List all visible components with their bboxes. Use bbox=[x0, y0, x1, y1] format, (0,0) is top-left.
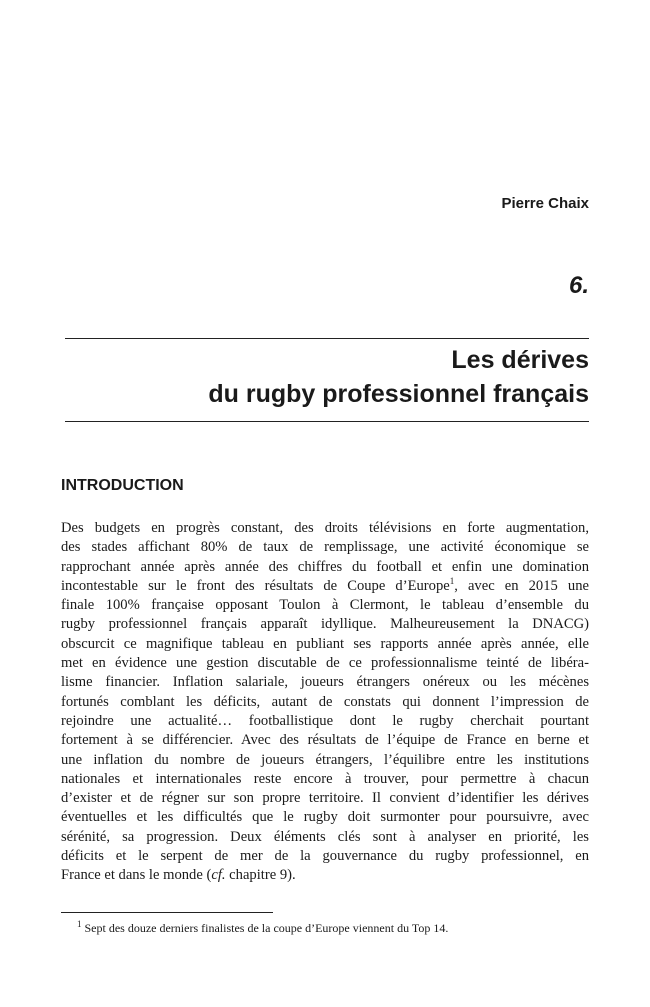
footnote-reference: 1 bbox=[449, 576, 455, 587]
body-line: lisme financier. Inflation salariale, joueurs étrangers onéreux ou les mécènes bbox=[61, 674, 589, 691]
body-line: finale 100% française opposant Toulon à Clermont, le tableau d’ensemble du bbox=[61, 597, 589, 614]
body-line: fortunés comblant les déficits, autant de constats qui donnent l’impression de bbox=[61, 693, 589, 710]
body-text: incontestable sur le front des résultats de Coupe d’Europe bbox=[61, 577, 450, 594]
author-name: Pierre Chaix bbox=[501, 195, 589, 212]
footnote-marker: 1 bbox=[77, 919, 82, 929]
chapter-title-line-2: du rugby professionnel français bbox=[208, 380, 589, 408]
acronym-dnacg: DNACG) bbox=[532, 616, 589, 633]
body-text: chapitre 9). bbox=[225, 867, 296, 884]
body-line: nationales et internationales reste encore à trouver, pour permettre à chacun bbox=[61, 770, 589, 787]
title-rule-bottom bbox=[65, 421, 589, 422]
body-line: rapprochant année après année des chiffres du football et enfin une domination bbox=[61, 558, 589, 575]
body-line: obscurcit ce magnifique tableau en publiant ses rapports année après année, elle bbox=[61, 635, 589, 652]
body-line: une inflation du nombre de joueurs étrangers, l’équilibre entre les institutions bbox=[61, 751, 589, 768]
body-line: déficits et le serpent de mer de la gouvernance du rugby professionnel, en bbox=[61, 848, 589, 865]
body-line bbox=[61, 615, 589, 634]
body-line: des stades affichant 80% de taux de remplissage, une activité économique se bbox=[61, 539, 589, 556]
chapter-number: 6. bbox=[568, 272, 589, 299]
footnote-rule bbox=[61, 912, 273, 913]
body-line: rejoindre une actualité… footballistique dont le rugby cherchait pourtant bbox=[61, 712, 589, 729]
body-line: Des budgets en progrès constant, des droits télévisions en forte augmentation, bbox=[61, 520, 589, 536]
body-line: sérénité, sa progression. Deux éléments clés sont à analyser en priorité, les bbox=[61, 828, 589, 845]
body-text-italic: cf. bbox=[211, 867, 226, 884]
body-text: rugby professionnel français apparaît idyllique. Malheureusement la bbox=[61, 616, 533, 633]
body-line bbox=[61, 577, 589, 596]
chapter-title-line-1: Les dérives bbox=[451, 346, 589, 374]
body-text: , avec en 2015 une bbox=[454, 577, 589, 594]
body-line: met en évidence une gestion discutable de ce professionnalisme teinté de libéra- bbox=[61, 655, 589, 672]
body-paragraph bbox=[61, 519, 589, 886]
body-line: d’exister et de régner sur son propre territoire. Il convient d’identifier les dérives bbox=[61, 790, 589, 807]
title-rule-top bbox=[65, 338, 589, 339]
body-line bbox=[61, 866, 589, 885]
body-line: fortement à se différencier. Avec des résultats de l’équipe de France en berne et bbox=[61, 732, 589, 749]
body-line: éventuelles et les difficultés que le rugby doit surmonter pour poursuivre, avec bbox=[61, 809, 589, 826]
section-heading: INTRODUCTION bbox=[61, 477, 184, 494]
body-text: France et dans le monde ( bbox=[61, 867, 212, 884]
chapter-title bbox=[208, 343, 589, 411]
footnote bbox=[77, 921, 448, 936]
footnote-text: Sept des douze derniers finalistes de la coupe d’Europe viennent du Top 14. bbox=[81, 921, 449, 935]
